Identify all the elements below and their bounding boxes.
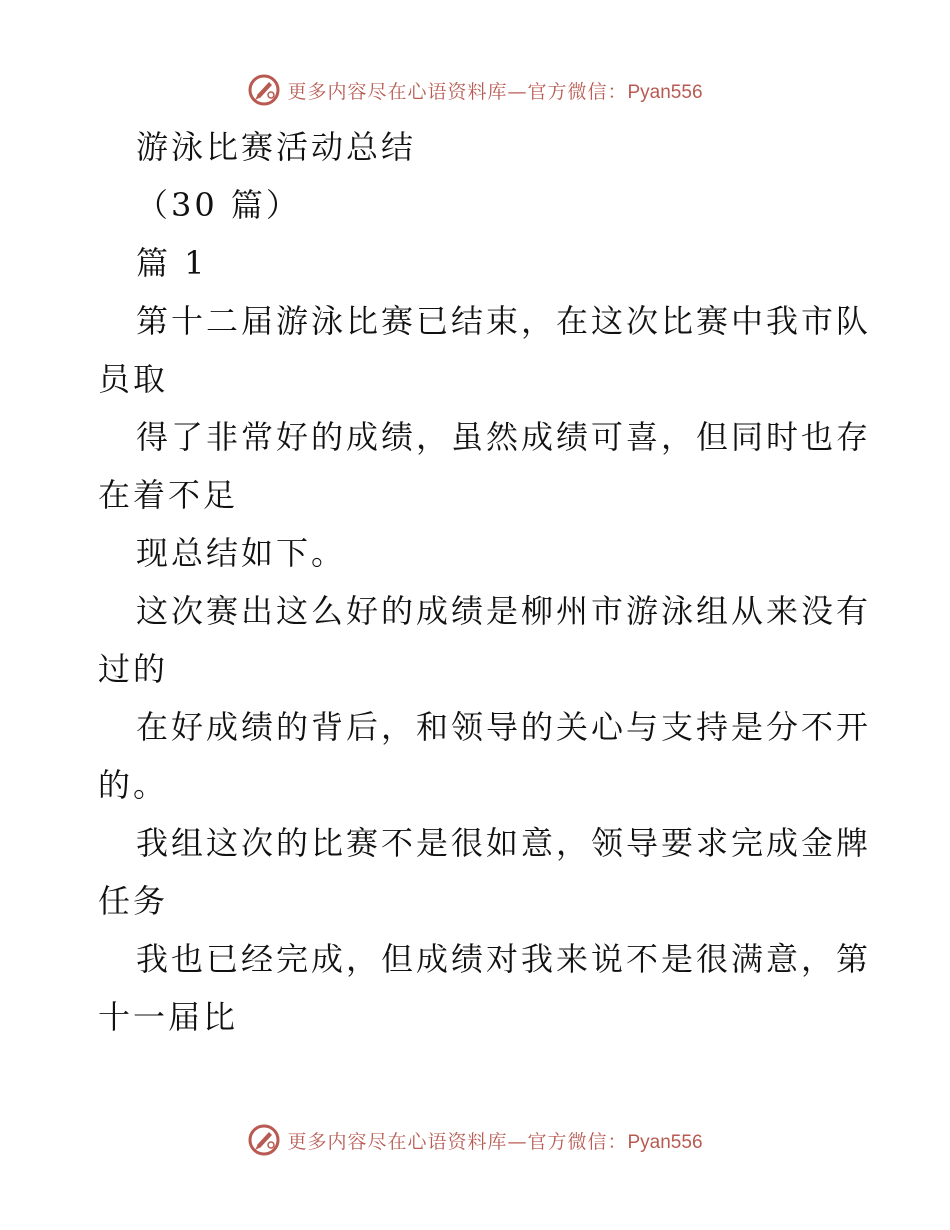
document-subtitle: （30 篇） [136, 186, 301, 224]
watermark-footer [0, 1120, 950, 1160]
paragraph-line: 任务 [98, 882, 169, 920]
document-body [98, 118, 872, 1046]
paragraph-line: 的。 [98, 766, 169, 804]
watermark-header [0, 70, 950, 110]
watermark-text: 更多内容尽在心语资料库—官方微信：Pyan556 [287, 80, 703, 103]
quill-logo-icon [247, 73, 281, 107]
watermark-text: 更多内容尽在心语资料库—官方微信：Pyan556 [287, 1130, 703, 1153]
paragraph-line: 我组这次的比赛不是很如意，领导要求完成金牌 [136, 824, 872, 862]
quill-logo-icon [247, 1123, 281, 1157]
paragraph-line: 这次赛出这么好的成绩是柳州市游泳组从来没有 [136, 592, 872, 630]
paragraph-line: 得了非常好的成绩，虽然成绩可喜，但同时也存 [136, 418, 872, 456]
paragraph-line: 在好成绩的背后，和领导的关心与支持是分不开 [136, 708, 872, 746]
paragraph-line: 现总结如下。 [136, 534, 347, 572]
paragraph-line: 十一届比 [98, 998, 239, 1036]
paragraph-line: 在着不足 [98, 476, 239, 514]
paragraph-line: 过的 [98, 650, 169, 688]
document-title: 游泳比赛活动总结 [136, 128, 417, 166]
paragraph-line: 员取 [98, 360, 169, 398]
paragraph-line: 我也已经完成，但成绩对我来说不是很满意，第 [136, 940, 872, 978]
paragraph-line: 第十二届游泳比赛已结束，在这次比赛中我市队 [136, 302, 872, 340]
section-heading: 篇 1 [136, 244, 208, 282]
